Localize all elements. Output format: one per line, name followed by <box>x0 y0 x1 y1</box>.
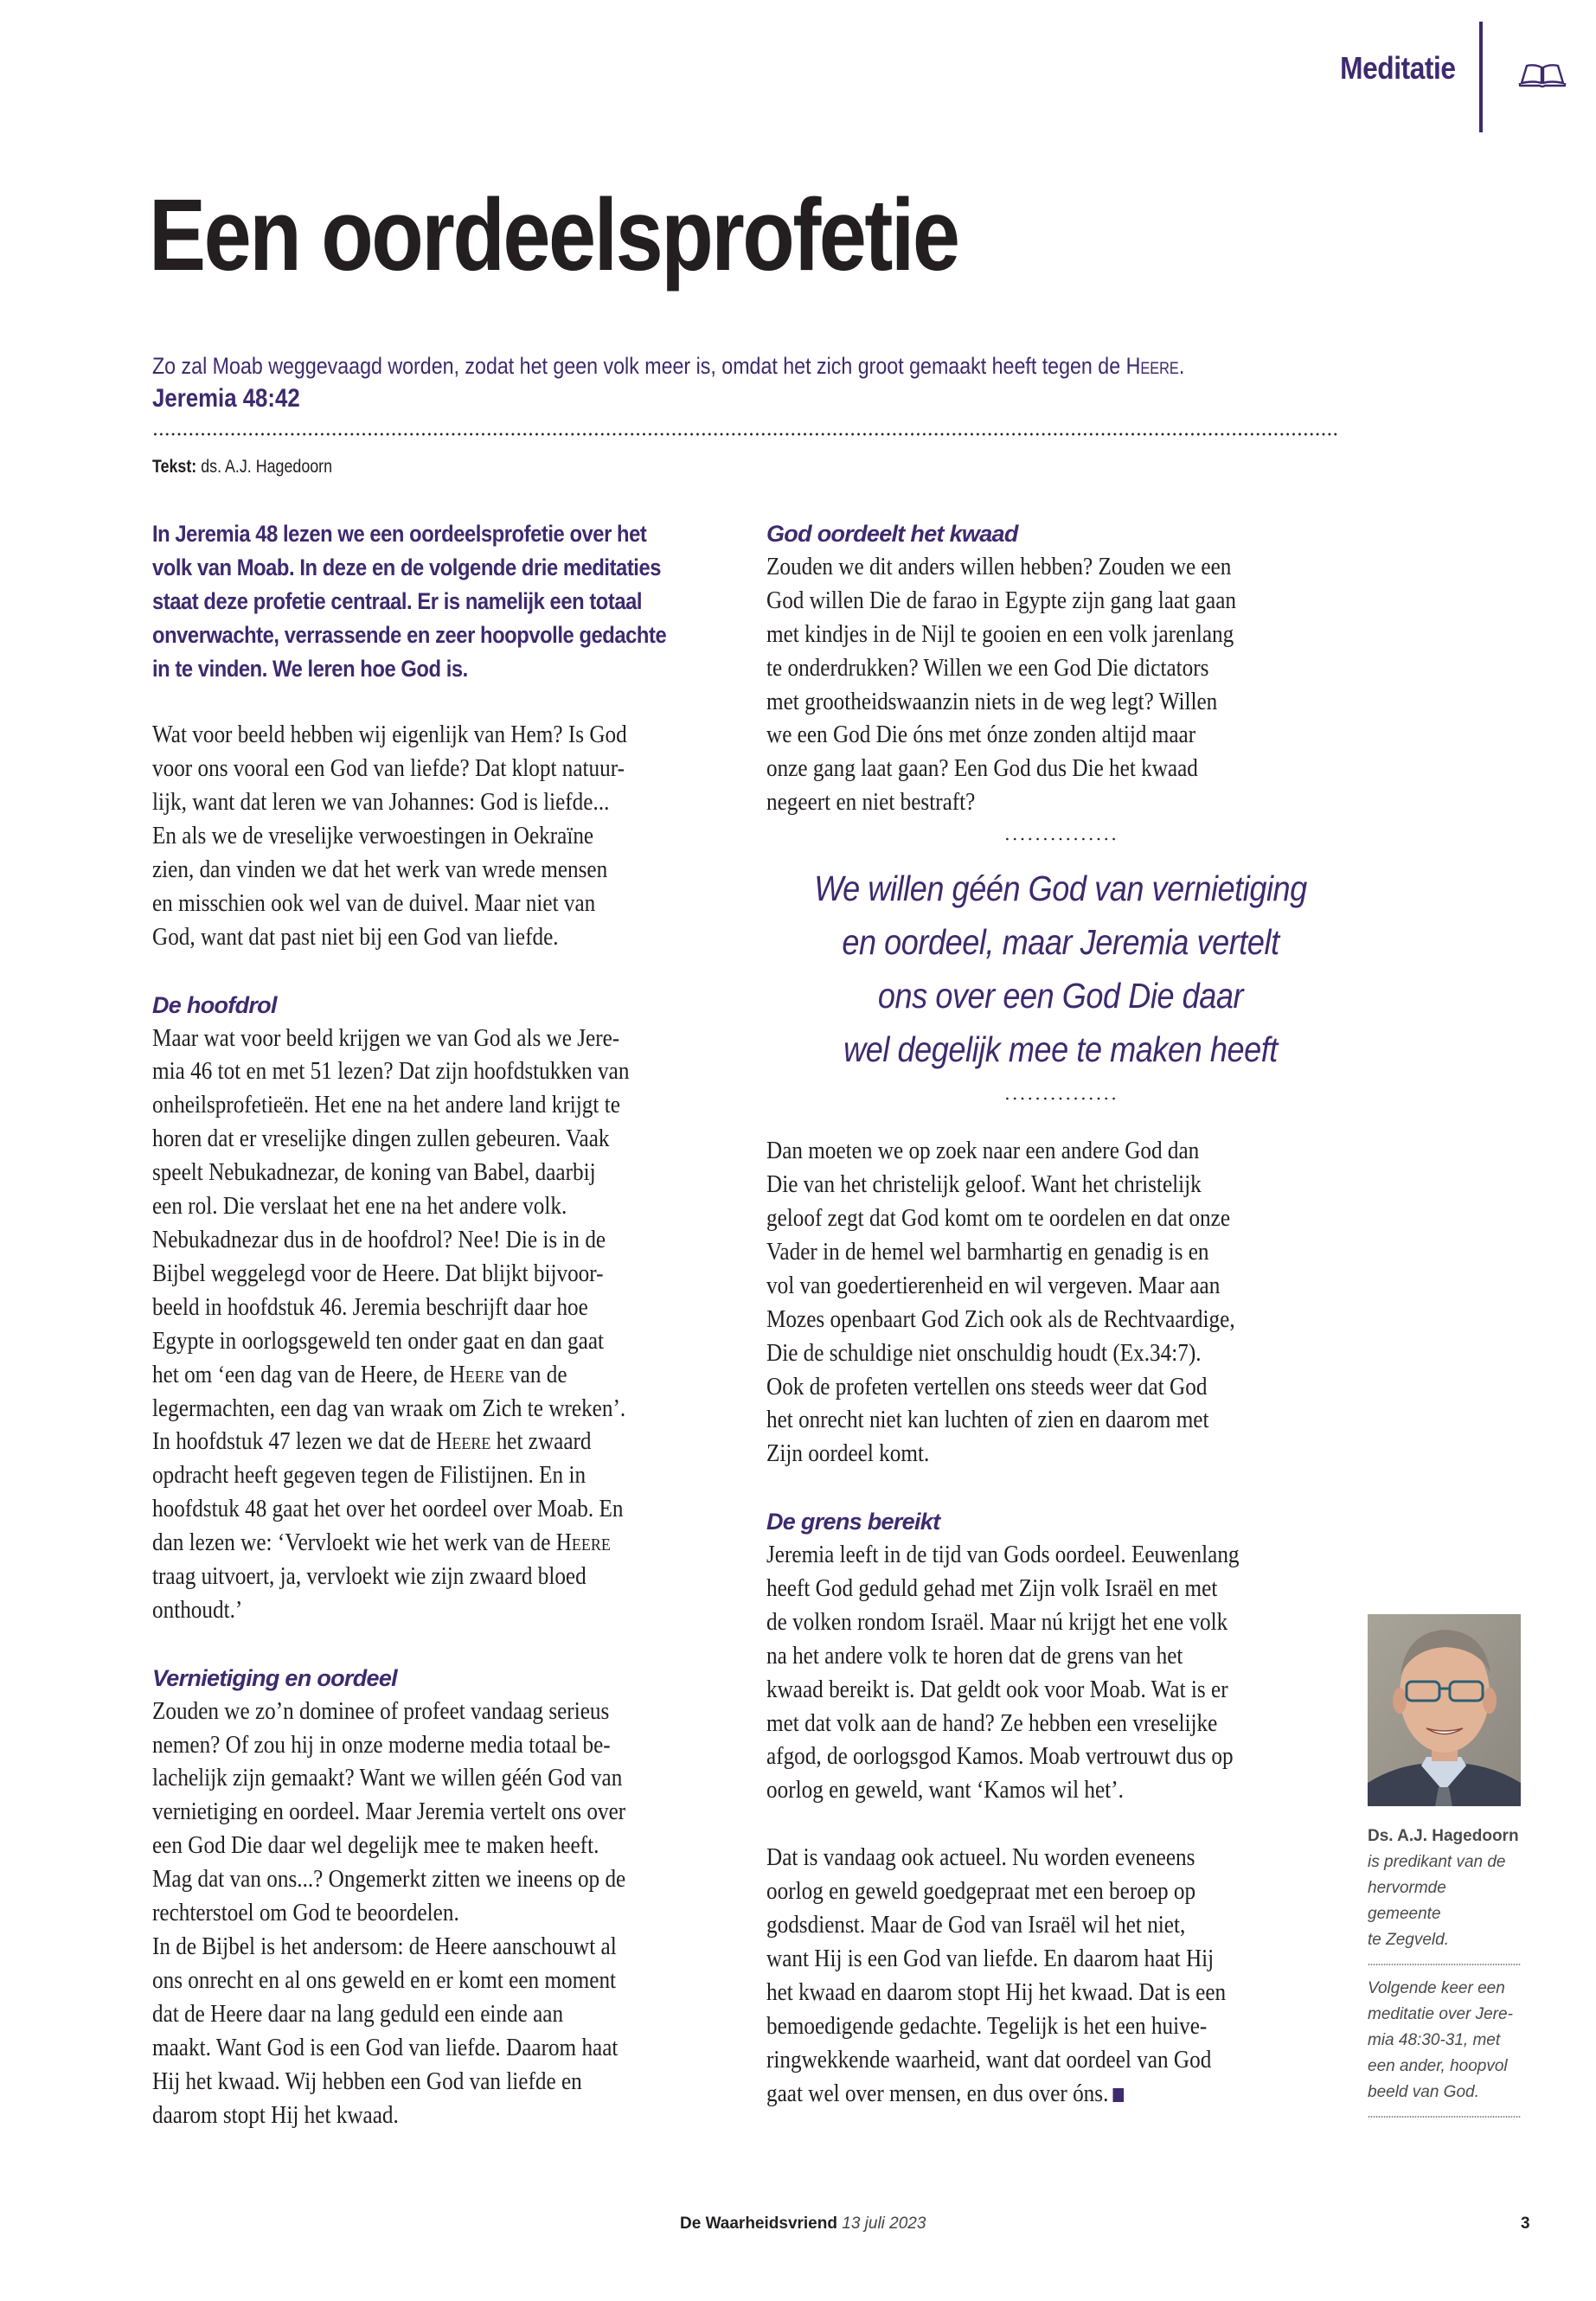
lead-line: in te vinden. We leren hoe God is. <box>152 655 468 682</box>
text-line: In de Bijbel is het andersom: de Heere aanschouwt al <box>152 1933 617 1961</box>
text-line: geloof zegt dat God komt om te oordelen en dat onze <box>766 1204 1231 1232</box>
pull-quote-line: en oordeel, maar Jeremia vertelt <box>842 922 1279 963</box>
subheading-god-oordeelt: God oordeelt het kwaad <box>766 521 1018 547</box>
text-line: want Hij is een God van liefde. En daarom haat Hij <box>766 1945 1215 1972</box>
bio-description-line: is predikant van de <box>1368 1853 1506 1871</box>
text-line: rechterstoel om God te beoordelen. <box>152 1900 459 1927</box>
text-line: Die van het christelijk geloof. Want het christelijk <box>766 1171 1202 1199</box>
pull-quote <box>766 837 1355 1100</box>
text-line: ringwekkende waarheid, want dat oordeel van God <box>766 2046 1212 2073</box>
footer-publication: De Waarheidsvriend <box>680 2214 837 2233</box>
verse-lord-name: Heere <box>1125 353 1179 379</box>
section-paragraph-actueel <box>766 1842 1355 2111</box>
text-line: Jeremia leeft in de tijd van Gods oordeel. Eeuwenlang <box>766 1541 1240 1569</box>
text-line: speelt Nebukadnezar, de koning van Babel, daarbij <box>152 1159 596 1187</box>
text-line: mia 46 tot en met 51 lezen? Dat zijn hoofdstukken van <box>152 1058 630 1086</box>
page-number: 3 <box>1521 2214 1530 2233</box>
section-paragraph-hoofdrol <box>152 1022 732 1628</box>
text-line: we een God Die óns met ónze zonden altijd maar <box>766 721 1196 749</box>
text-line: Dat is vandaag ook actueel. Nu worden eveneens <box>766 1844 1195 1872</box>
text-line: Dan moeten we op zoek naar een andere God dan <box>766 1138 1200 1165</box>
text-line: lachelijk zijn gemaakt? Want we willen géén God van <box>152 1765 623 1792</box>
bio-description-line: te Zegveld. <box>1368 1931 1449 1949</box>
bio-name: Ds. A.J. Hagedoorn <box>1368 1827 1519 1845</box>
article-column-left <box>152 517 732 2132</box>
byline <box>152 457 332 478</box>
text-line: oorlog en geweld goedgepraat met een beroep op <box>766 1878 1196 1906</box>
pull-quote-line: ons over een God Die daar <box>877 976 1244 1016</box>
article-column-right <box>766 517 1355 2111</box>
text-line: Hij het kwaad. Wij hebben een God van liefde en <box>152 2067 582 2095</box>
text-line: afgod, de oorlogsgod Kamos. Moab vertrouwt dus op <box>766 1743 1234 1771</box>
text-line: horen dat er vreselijke dingen zullen gebeuren. Vaak <box>152 1125 610 1153</box>
text-line: na het andere volk te horen dat de grens van het <box>766 1642 1183 1670</box>
lead-paragraph <box>152 517 732 686</box>
text-line: negeert en niet bestraft? <box>766 789 976 817</box>
text-line: te onderdrukken? Willen we een God Die dictators <box>766 654 1209 682</box>
text-line: In hoofdstuk 47 lezen we dat de Heere het zwaard <box>152 1428 592 1456</box>
bio-divider-1 <box>1368 1964 1521 1965</box>
text-line: nemen? Of zou hij in onze moderne media totaal be- <box>152 1731 611 1759</box>
pull-quote-dots-top <box>1003 837 1118 841</box>
footer <box>680 2214 926 2234</box>
text-line: Maar wat voor beeld krijgen we van God als we Jere- <box>152 1024 620 1052</box>
text-line: kwaad bereikt is. Dat geldt ook voor Moab. Wat is er <box>766 1676 1228 1703</box>
dotted-divider <box>152 433 1339 436</box>
lord-name-small-caps: Heere <box>436 1428 491 1456</box>
text-line: met kindjes in de Nijl te gooien en een volk jarenlang <box>766 620 1234 648</box>
open-book-icon <box>1518 62 1567 88</box>
section-paragraph-vernietiging <box>152 1695 732 2133</box>
text-line: dan lezen we: ‘Vervloekt wie het werk van de Heere <box>152 1529 611 1557</box>
subheading-vernietiging: Vernietiging en oordeel <box>152 1664 397 1691</box>
text-line: legermachten, een dag van wraak om Zich te wreken’. <box>152 1394 626 1422</box>
text-line: het kwaad en daarom stopt Hij het kwaad. Dat is een <box>766 1978 1227 2006</box>
text-line: Mozes openbaart God Zich ook als de Rechtvaardige, <box>766 1305 1235 1333</box>
text-line: lijk, want dat leren we van Johannes: God is liefde... <box>152 789 610 817</box>
text-line: vernietiging en oordeel. Maar Jeremia vertelt ons over <box>152 1798 626 1826</box>
bio-next-meditation <box>1368 1976 1521 2106</box>
text-line: beeld in hoofdstuk 46. Jeremia beschrijft daar hoe <box>152 1293 588 1321</box>
text-line: En als we de vreselijke verwoestingen in Oekraïne <box>152 823 594 850</box>
text-line: een God Die daar wel degelijk mee te maken heeft. <box>152 1832 599 1860</box>
text-line: gaat wel over mensen, en dus over óns. <box>766 2078 1296 2112</box>
text-line: bemoedigende gedachte. Tegelijk is het een huive- <box>766 2012 1208 2040</box>
text-line: voor ons vooral een God van liefde? Dat klopt natuur- <box>152 755 625 783</box>
text-line: Mag dat van ons...? Ongemerkt zitten we ineens op de <box>152 1866 626 1894</box>
text-line: en misschien ook wel van de duivel. Maar niet van <box>152 889 596 917</box>
text-line: met dat volk aan de hand? Ze hebben een vreselijke <box>766 1709 1218 1737</box>
text-line: oorlog en geweld, want ‘Kamos wil het’. <box>766 1777 1124 1804</box>
lead-line: volk van Moab. In deze en de volgende drie meditaties <box>152 554 662 580</box>
text-line: Nebukadnezar dus in de hoofdrol? Nee! Die is in de <box>152 1227 606 1253</box>
lead-line: onverwachte, verrassende en zeer hoopvolle gedachte <box>152 621 667 648</box>
end-of-article-mark <box>1113 2088 1125 2102</box>
text-line: onthoudt.’ <box>152 1596 243 1624</box>
text-line: hoofdstuk 48 gaat het over het oordeel over Moab. En <box>152 1496 624 1523</box>
text-line: de volken rondom Israël. Maar nú krijgt het ene volk <box>766 1608 1228 1636</box>
bio-next-line: een ander, hoopvol <box>1368 2057 1508 2075</box>
pull-quote-line: We willen géén God van vernietiging <box>814 868 1307 909</box>
lead-line: staat deze profetie centraal. Er is namelijk een totaal <box>152 587 643 614</box>
text-line: vol van goedertierenheid en wil vergeven. Maar aan <box>766 1272 1221 1299</box>
text-line: het om ‘een dag van de Heere, de Heere van de <box>152 1361 567 1388</box>
text-line: Zijn oordeel komt. <box>766 1440 930 1468</box>
text-line: dat de Heere daar na lang geduld een einde aan <box>152 2000 564 2028</box>
footer-date: 13 juli 2023 <box>842 2214 926 2233</box>
text-line: Zouden we dit anders willen hebben? Zouden we een <box>766 553 1232 580</box>
text-line: traag uitvoert, ja, vervloekt wie zijn zwaard bloed <box>152 1563 586 1591</box>
subheading-grens: De grens bereikt <box>766 1509 940 1535</box>
text-line: Die de schuldige niet onschuldig houdt (Ex.34:7). <box>766 1339 1202 1367</box>
bio-divider-2 <box>1368 2116 1521 2118</box>
text-line: God, want dat past niet bij een God van liefde. <box>152 923 559 951</box>
text-line: zien, dan vinden we dat het werk van wrede mensen <box>152 856 608 884</box>
pull-quote-text <box>766 862 1355 1076</box>
text-line: onze gang laat gaan? Een God dus Die het kwaad <box>766 755 1198 783</box>
bio-next-line: meditatie over Jere- <box>1368 2005 1513 2023</box>
bio-next-line: beeld van God. <box>1368 2083 1479 2101</box>
lead-line: In Jeremia 48 lezen we een oordeelsprofetie over het <box>152 521 647 547</box>
text-line: Zouden we zo’n dominee of profeet vandaag serieus <box>152 1697 610 1725</box>
bio-next-line: mia 48:30-31, met <box>1368 2031 1501 2049</box>
text-line: opdracht heeft gegeven tegen de Filistijnen. En in <box>152 1462 586 1490</box>
verse-reference: Jeremia 48:42 <box>152 384 300 413</box>
text-line: maakt. Want God is een God van liefde. Daarom haat <box>152 2034 619 2061</box>
subheading-hoofdrol: De hoofdrol <box>152 991 277 1018</box>
text-line: Ook de profeten vertellen ons steeds weer dat God <box>766 1373 1208 1400</box>
section-paragraph-grens <box>766 1539 1355 1808</box>
lord-name-small-caps: Heere <box>555 1529 611 1557</box>
bible-verse <box>152 349 1363 415</box>
text-line: Bijbel weggelegd voor de Heere. Dat blijkt bijvoor- <box>152 1259 604 1287</box>
text-line: God willen Die de farao in Egypte zijn gang laat gaan <box>766 586 1237 614</box>
bio-next-line: Volgende keer een <box>1368 1979 1505 1997</box>
section-paragraph-god-oordeelt <box>766 551 1355 820</box>
article-title: Een oordeelsprofetie <box>149 178 958 292</box>
bio-description <box>1368 1849 1521 1953</box>
byline-label: Tekst: <box>152 457 197 477</box>
text-line: ons onrecht en al ons geweld en er komt een moment <box>152 1966 617 1994</box>
text-line: daarom stopt Hij het kwaad. <box>152 2101 399 2129</box>
text-line: godsdienst. Maar de God van Israël wil het niet, <box>766 1911 1186 1939</box>
text-line: een rol. Die verslaat het ene na het andere volk. <box>152 1193 567 1221</box>
intro-paragraph <box>152 719 732 954</box>
pull-quote-line: wel degelijk mee te maken heeft <box>843 1029 1278 1070</box>
verse-text-end: . <box>1178 353 1185 379</box>
header-divider <box>1479 22 1483 132</box>
text-line: het onrecht niet kan luchten of zien en daarom met <box>766 1407 1209 1434</box>
author-photo <box>1368 1614 1521 1806</box>
text-line: Egypte in oorlogsgeweld ten onder gaat en dan gaat <box>152 1327 605 1355</box>
verse-text-main: Zo zal Moab weggevaagd worden, zodat het geen volk meer is, omdat het zich groot gemaakt heeft tegen de <box>152 353 1126 379</box>
bio-description-line: hervormde gemeente <box>1368 1879 1446 1923</box>
author-bio <box>1368 1614 1521 2128</box>
text-line: Vader in de hemel wel barmhartig en genadig is en <box>766 1238 1209 1266</box>
byline-author: ds. A.J. Hagedoorn <box>201 457 333 477</box>
text-line: Wat voor beeld hebben wij eigenlijk van Hem? Is God <box>152 721 627 749</box>
text-line: met grootheidswaanzin niets in de weg legt? Willen <box>766 688 1218 715</box>
section-label: Meditatie <box>1340 50 1456 86</box>
section-paragraph-andere-god <box>766 1135 1355 1471</box>
lord-name-small-caps: Heere <box>449 1361 504 1388</box>
text-line: heeft God geduld gehad met Zijn volk Israël en met <box>766 1574 1218 1602</box>
pull-quote-dots-bottom <box>1003 1097 1118 1100</box>
verse-text <box>152 349 1184 382</box>
text-line: onheilsprofetieën. Het ene na het andere land krijgt te <box>152 1092 620 1119</box>
